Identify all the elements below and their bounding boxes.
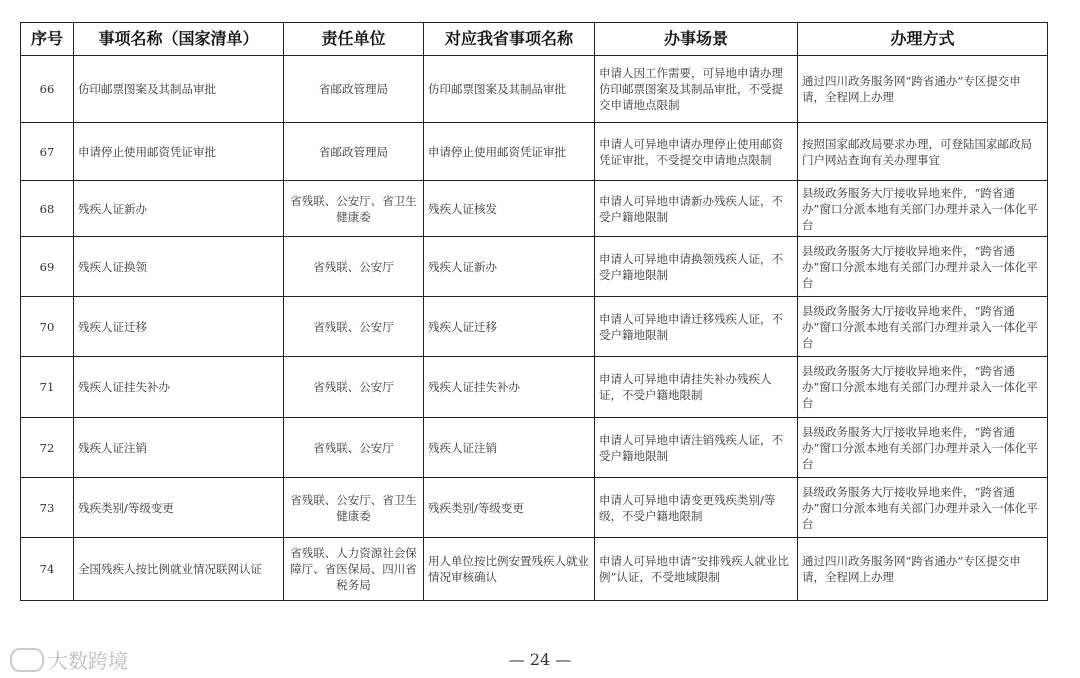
row-department: 省残联、公安厅 [284,357,424,418]
row-department: 省邮政管理局 [284,123,424,181]
row-scenario: 申请人可异地申请变更残疾类别/等级，不受户籍地限制 [595,478,798,538]
table-row [21,56,1048,123]
row-item-name: 仿印邮票图案及其制品审批 [74,56,284,123]
row-scenario: 申请人可异地申请挂失补办残疾人证，不受户籍地限制 [595,357,798,418]
table-row [21,123,1048,181]
row-department: 省残联、公安厅 [284,297,424,357]
row-method: 按照国家邮政局要求办理，可登陆国家邮政局门户网站查询有关办理事宜 [798,123,1048,181]
row-index: 70 [21,297,74,357]
row-item-name: 残疾类别/等级变更 [74,478,284,538]
row-provincial-item: 申请停止使用邮资凭证审批 [424,123,595,181]
row-provincial-item: 残疾类别/等级变更 [424,478,595,538]
header-department: 责任单位 [284,23,424,56]
row-scenario: 申请人可异地申请换领残疾人证，不受户籍地限制 [595,237,798,297]
row-department: 省残联、公安厅、省卫生健康委 [284,478,424,538]
row-method: 县级政务服务大厅接收异地来件，“跨省通办”窗口分派本地有关部门办理并录入一体化平台 [798,478,1048,538]
row-method: 县级政务服务大厅接收异地来件，“跨省通办”窗口分派本地有关部门办理并录入一体化平台 [798,357,1048,418]
row-item-name: 全国残疾人按比例就业情况联网认证 [74,538,284,601]
row-index: 73 [21,478,74,538]
row-method: 通过四川政务服务网“跨省通办”专区提交申请，全程网上办理 [798,56,1048,123]
row-provincial-item: 用人单位按比例安置残疾人就业情况审核确认 [424,538,595,601]
header-provincial-item: 对应我省事项名称 [424,23,595,56]
row-index: 68 [21,181,74,237]
table-row [21,418,1048,478]
row-index: 69 [21,237,74,297]
row-department: 省残联、公安厅 [284,237,424,297]
service-items-table [20,22,1048,601]
row-scenario: 申请人可异地申请新办残疾人证，不受户籍地限制 [595,181,798,237]
table-row [21,237,1048,297]
header-item-name: 事项名称（国家清单） [74,23,284,56]
watermark-text: 大数跨境 [48,649,128,673]
row-department: 省邮政管理局 [284,56,424,123]
row-item-name: 残疾人证注销 [74,418,284,478]
row-item-name: 申请停止使用邮资凭证审批 [74,123,284,181]
row-provincial-item: 仿印邮票图案及其制品审批 [424,56,595,123]
row-provincial-item: 残疾人证迁移 [424,297,595,357]
table-row [21,181,1048,237]
row-scenario: 申请人因工作需要，可异地申请办理仿印邮票图案及其制品审批，不受提交申请地点限制 [595,56,798,123]
row-method: 县级政务服务大厅接收异地来件，“跨省通办”窗口分派本地有关部门办理并录入一体化平台 [798,418,1048,478]
row-scenario: 申请人可异地申请注销残疾人证，不受户籍地限制 [595,418,798,478]
table-row [21,357,1048,418]
row-department: 省残联、公安厅 [284,418,424,478]
row-department: 省残联、人力资源社会保障厅、省医保局、四川省税务局 [284,538,424,601]
row-item-name: 残疾人证换领 [74,237,284,297]
table-row [21,538,1048,601]
row-method: 通过四川政务服务网“跨省通办”专区提交申请，全程网上办理 [798,538,1048,601]
row-method: 县级政务服务大厅接收异地来件，“跨省通办”窗口分派本地有关部门办理并录入一体化平台 [798,237,1048,297]
row-item-name: 残疾人证迁移 [74,297,284,357]
row-index: 71 [21,357,74,418]
row-index: 72 [21,418,74,478]
table-row [21,297,1048,357]
table-row [21,478,1048,538]
row-method: 县级政务服务大厅接收异地来件，“跨省通办”窗口分派本地有关部门办理并录入一体化平台 [798,181,1048,237]
page-number: — 24 — [508,650,572,669]
header-index: 序号 [21,23,74,56]
row-department: 省残联、公安厅、省卫生健康委 [284,181,424,237]
row-index: 67 [21,123,74,181]
header-method: 办理方式 [798,23,1048,56]
row-index: 66 [21,56,74,123]
row-provincial-item: 残疾人证注销 [424,418,595,478]
header-scenario: 办事场景 [595,23,798,56]
row-method: 县级政务服务大厅接收异地来件，“跨省通办”窗口分派本地有关部门办理并录入一体化平台 [798,297,1048,357]
row-provincial-item: 残疾人证新办 [424,237,595,297]
row-item-name: 残疾人证新办 [74,181,284,237]
row-scenario: 申请人可异地申请迁移残疾人证，不受户籍地限制 [595,297,798,357]
row-index: 74 [21,538,74,601]
row-provincial-item: 残疾人证核发 [424,181,595,237]
row-scenario: 申请人可异地申请“安排残疾人就业比例”认证，不受地域限制 [595,538,798,601]
table-header-row [21,23,1048,56]
row-item-name: 残疾人证挂失补办 [74,357,284,418]
row-provincial-item: 残疾人证挂失补办 [424,357,595,418]
row-scenario: 申请人可异地申请办理停止使用邮资凭证审批，不受提交申请地点限制 [595,123,798,181]
